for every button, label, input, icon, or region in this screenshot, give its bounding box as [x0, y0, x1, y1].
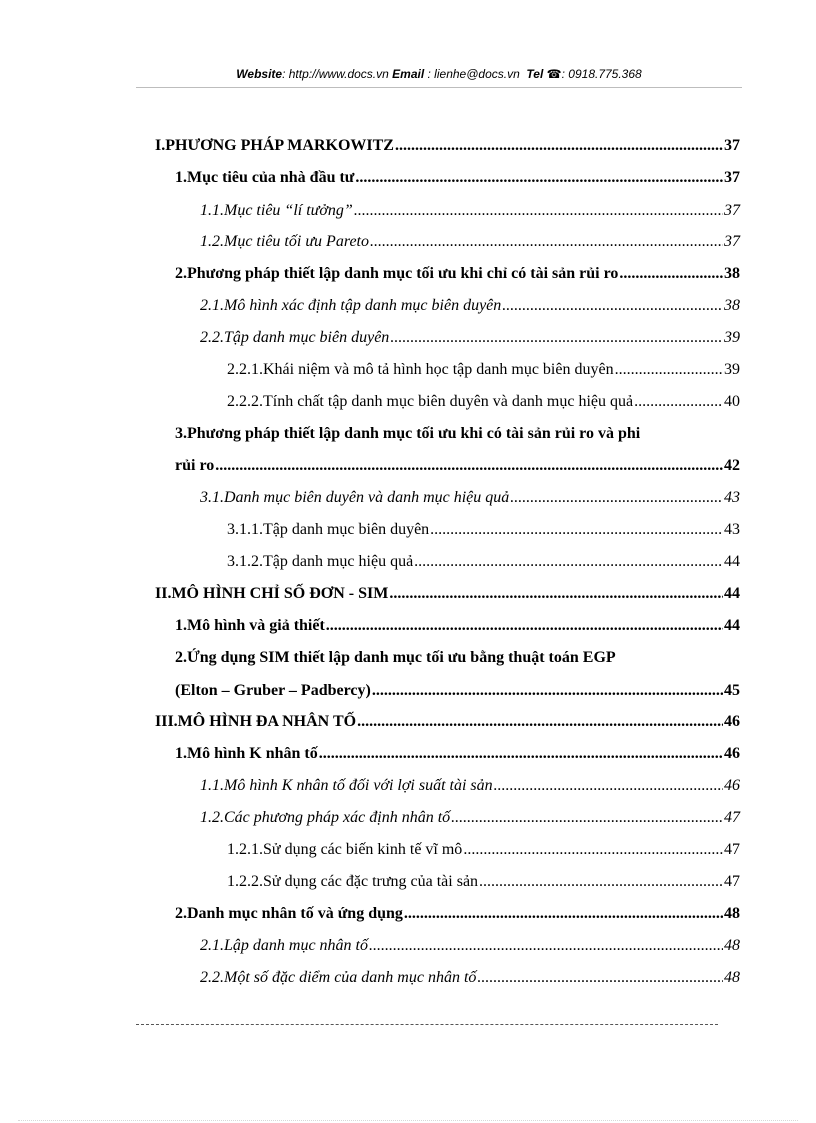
toc-entry-k-factor-model[interactable]	[175, 743, 740, 765]
toc-entry-sim[interactable]	[155, 583, 740, 605]
toc-entry-title: 2.2.2.Tính chất tập danh mục biên duyên và danh mục hiệu quả	[227, 393, 634, 410]
dot-leader	[479, 871, 723, 893]
toc-entry-title: 2.2.Tập danh mục biên duyên	[200, 329, 390, 346]
website-value: : http://www.docs.vn	[282, 67, 389, 81]
dot-leader	[510, 487, 723, 509]
toc-entry-page: 46	[724, 745, 740, 762]
dot-leader	[357, 711, 723, 733]
toc-entry-page: 37	[724, 137, 740, 154]
dot-leader	[502, 295, 723, 317]
toc-entry-page: 44	[724, 585, 740, 602]
toc-entry-page: 44	[724, 617, 740, 634]
toc-entry-title: 3.1.2.Tập danh mục hiệu quả	[227, 553, 414, 570]
page-edge	[18, 1120, 798, 1121]
dot-leader	[634, 391, 723, 413]
toc-entry-factor-portfolio[interactable]	[175, 903, 740, 925]
toc-entry-frontier-set-2[interactable]	[227, 519, 740, 541]
toc-entry-frontier-properties[interactable]	[227, 391, 740, 413]
dot-leader	[326, 615, 723, 637]
toc-entry-k-factor-returns[interactable]	[200, 775, 740, 797]
tel-label: Tel	[526, 67, 544, 81]
dot-leader	[215, 455, 723, 477]
toc-entry-title: 2.2.1.Khái niệm và mô tả hình học tập danh mục biên duyên	[227, 361, 614, 378]
email-value: : lienhe@docs.vn	[427, 67, 520, 81]
toc-entry-title: 1.2.Các phương pháp xác định nhân tố	[200, 809, 451, 826]
toc-entry-factor-methods[interactable]	[200, 807, 740, 829]
toc-entry-frontier-model[interactable]	[200, 295, 740, 317]
toc-entry-page: 48	[724, 905, 740, 922]
toc-entry-investor-goals[interactable]	[175, 167, 740, 189]
toc-entry-page: 42	[724, 457, 740, 474]
dot-leader	[477, 967, 723, 989]
dot-leader	[370, 231, 723, 253]
toc-entry-title: 2.2.Một số đặc diểm của danh mục nhân tố	[200, 969, 477, 986]
toc-entry-title: (Elton – Gruber – Padbercy)	[175, 682, 371, 699]
toc-entry-model-assumptions[interactable]	[175, 615, 740, 637]
header-divider	[136, 87, 742, 88]
toc-entry-risk-free-method-line2[interactable]	[175, 455, 740, 477]
dot-leader	[494, 775, 723, 797]
toc-entry-page: 39	[724, 329, 740, 346]
tel-value: : 0918.775.368	[561, 67, 642, 81]
dot-leader	[451, 807, 723, 829]
dot-leader	[430, 519, 723, 541]
toc-entry-frontier-and-efficient[interactable]	[200, 487, 740, 509]
toc-entry-title: rủi ro	[175, 457, 215, 474]
toc-entry-page: 48	[724, 937, 740, 954]
dot-leader	[354, 200, 723, 222]
toc-entry-page: 48	[724, 969, 740, 986]
dot-leader	[615, 359, 723, 381]
dot-leader	[463, 839, 723, 861]
toc-entry-title: 2.Danh mục nhân tố và ứng dụng	[175, 905, 403, 922]
dot-leader	[389, 583, 723, 605]
toc-entry-title: 1.2.1.Sử dụng các biến kinh tế vĩ mô	[227, 841, 463, 858]
toc-entry-frontier-set[interactable]	[200, 327, 740, 349]
toc-entry-page: 43	[724, 489, 740, 506]
toc-entry-multifactor[interactable]	[155, 711, 740, 733]
toc-entry-page: 38	[724, 265, 740, 282]
toc-entry-title: 1.Mô hình K nhân tố	[175, 745, 318, 762]
toc-entry-frontier-concept[interactable]	[227, 359, 740, 381]
toc-entry-page: 37	[724, 202, 740, 219]
toc-entry-markowitz[interactable]	[155, 135, 740, 157]
toc-entry-page: 37	[724, 233, 740, 250]
toc-entry-title: 3.1.1.Tập danh mục biên duyên	[227, 521, 430, 538]
toc-entry-page: 47	[724, 841, 740, 858]
toc-entry-risky-assets-method[interactable]	[175, 263, 740, 285]
toc-entry-build-factor-portfolio[interactable]	[200, 935, 740, 957]
toc-entry-title: I.PHƯƠNG PHÁP MARKOWITZ	[155, 137, 394, 154]
toc-entry-title: 1.Mục tiêu của nhà đầu tư	[175, 169, 355, 186]
toc-entry-title: 1.1.Mục tiêu “lí tưởng”	[200, 202, 353, 219]
toc-entry-title: 2.1.Lập danh mục nhân tố	[200, 937, 368, 954]
dot-leader	[390, 327, 723, 349]
toc-entry-title: 1.1.Mô hình K nhân tố đối với lợi suất tài sản	[200, 777, 493, 794]
toc-entry-page: 46	[724, 713, 740, 730]
email-label: Email	[392, 67, 425, 81]
toc-entry-pareto-goal[interactable]	[200, 231, 740, 253]
toc-entry-page: 38	[724, 297, 740, 314]
toc-entry-title: 3.Phương pháp thiết lập danh mục tối ưu khi có tài sản rủi ro và phi	[175, 425, 641, 442]
toc-entry-egp-line1[interactable]	[175, 647, 740, 669]
footer-divider	[136, 1024, 718, 1025]
toc-entry-egp-line2[interactable]	[175, 680, 740, 702]
dot-leader	[369, 935, 723, 957]
phone-icon: ☎	[546, 67, 562, 81]
website-label: Website	[236, 67, 283, 81]
toc-entry-page: 47	[724, 873, 740, 890]
toc-entry-macro-variables[interactable]	[227, 839, 740, 861]
toc-entry-title: 1.2.2.Sử dụng các đặc trưng của tài sản	[227, 873, 479, 890]
toc-entry-title: 1.Mô hình và giả thiết	[175, 617, 325, 634]
toc-entry-title: III.MÔ HÌNH ĐA NHÂN TỐ	[155, 713, 357, 730]
toc-entry-page: 39	[724, 361, 740, 378]
toc-entry-title: 3.1.Danh mục biên duyên và danh mục hiệu quả	[200, 489, 510, 506]
toc-entry-page: 44	[724, 553, 740, 570]
toc-entry-title: 1.2.Mục tiêu tối ưu Pareto	[200, 233, 369, 250]
toc-entry-title: II.MÔ HÌNH CHỈ SỐ ĐƠN - SIM	[155, 585, 389, 602]
toc-entry-title: 2.1.Mô hình xác định tập danh mục biên duyên	[200, 297, 502, 314]
toc-entry-factor-portfolio-features[interactable]	[200, 967, 740, 989]
toc-entry-title: 2.Phương pháp thiết lập danh mục tối ưu khi chỉ có tài sản rủi ro	[175, 265, 619, 282]
toc-entry-efficient-set[interactable]	[227, 551, 740, 573]
toc-entry-page: 37	[724, 169, 740, 186]
dot-leader	[619, 263, 723, 285]
dot-leader	[355, 167, 723, 189]
page-header	[136, 67, 742, 81]
toc-entry-asset-characteristics[interactable]	[227, 871, 740, 893]
dot-leader	[414, 551, 723, 573]
toc-entry-page: 43	[724, 521, 740, 538]
dot-leader	[395, 135, 723, 157]
dot-leader	[319, 743, 723, 765]
toc-entry-page: 45	[724, 682, 740, 699]
toc-entry-page: 40	[724, 393, 740, 410]
dot-leader	[404, 903, 723, 925]
toc-entry-title: 2.Ứng dụng SIM thiết lập danh mục tối ưu bằng thuật toán EGP	[175, 649, 616, 666]
toc-entry-risk-free-method-line1[interactable]	[175, 423, 740, 445]
toc-entry-ideal-goal[interactable]	[200, 200, 740, 222]
toc-entry-page: 47	[724, 809, 740, 826]
toc-entry-page: 46	[724, 777, 740, 794]
dot-leader	[372, 680, 723, 702]
